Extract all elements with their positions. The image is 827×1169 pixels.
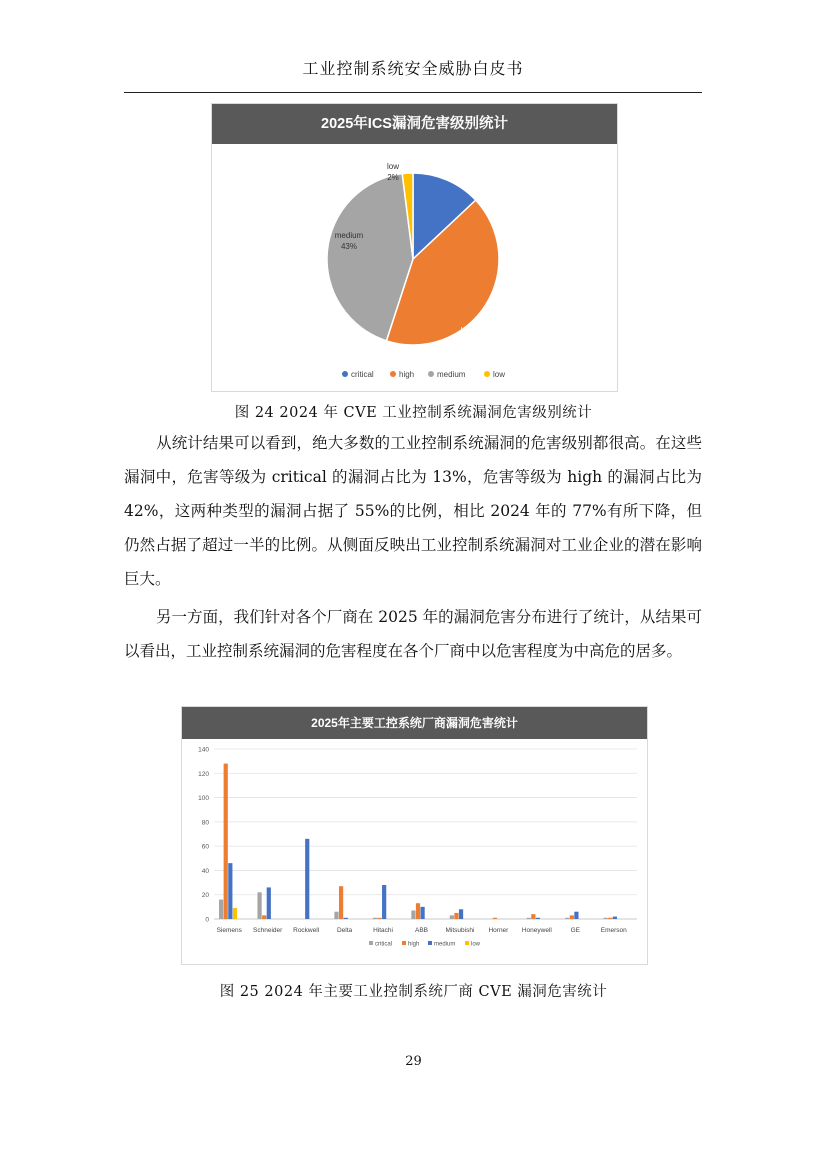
bar-legend-label-medium: medium	[434, 941, 456, 948]
page-header-title: 工业控制系统安全威胁白皮书	[302, 59, 524, 78]
bar-hitachi-high	[377, 918, 381, 919]
paragraph-2	[124, 600, 702, 668]
pie-chart-figure	[211, 103, 618, 392]
x-tick-label-emerson: Emerson	[600, 927, 627, 934]
pie-chart-title: 2025年ICS漏洞危害级别统计	[212, 104, 617, 144]
page-number: 29	[405, 1054, 422, 1069]
bar-siemens-high	[224, 764, 228, 919]
pie-legend	[342, 370, 505, 379]
x-tick-label-abb: ABB	[414, 927, 429, 934]
bar-legend-swatch-high	[402, 941, 406, 945]
bar-legend-swatch-medium	[428, 941, 432, 945]
pie-value-medium: 43%	[340, 242, 358, 251]
y-tick-label: 140	[198, 746, 209, 754]
pie-label-medium: medium	[334, 231, 364, 240]
bar-emerson-medium	[613, 917, 617, 919]
bar-legend-label-low: low	[471, 941, 481, 948]
pie-chart-svg	[212, 144, 617, 391]
paragraph-1-text: 从统计结果可以看到，绝大多数的工业控制系统漏洞的危害级别都很高。在这些漏洞中，危害等级为 critical 的漏洞占比为 13%，危害等级为 high 的漏洞占比为 42%，这两种类型的漏洞占据了 55%的比例，相比 2024 年的 77%有所下降，但仍然占据了超过一半的比例。从侧面反映出工业控制系统漏洞对工业企业的潜在影响巨大。	[124, 434, 702, 588]
pie-value-low: 2%	[387, 173, 399, 182]
y-tick-label: 100	[198, 795, 209, 803]
bar-siemens-medium	[228, 863, 232, 919]
bar-legend-label-high: high	[408, 941, 420, 948]
bar-ge-medium	[574, 912, 578, 919]
bar-honeywell-medium	[536, 918, 540, 919]
bar-delta-high	[339, 886, 343, 919]
bar-emerson-high	[608, 918, 612, 919]
bar-schneider-medium	[267, 887, 271, 919]
bar-mitsubishi-high	[454, 913, 458, 919]
x-tick-label-delta: Delta	[336, 927, 353, 934]
bar-delta-critical	[334, 912, 338, 919]
paragraph-1	[124, 426, 702, 596]
pie-label-low: low	[386, 162, 400, 171]
bar-legend-swatch-low	[465, 941, 469, 945]
x-tick-label-honeywell: Honeywell	[521, 927, 552, 934]
bar-hitachi-medium	[382, 885, 386, 919]
pie-value-high: 42%	[459, 337, 477, 346]
x-tick-label-hitachi: Hitachi	[373, 927, 393, 934]
pie-legend-swatch-high	[390, 371, 396, 377]
x-tick-label-ge: GE	[570, 927, 581, 934]
bar-schneider-critical	[257, 892, 261, 919]
y-tick-label: 40	[201, 867, 209, 875]
bar-legend	[369, 941, 481, 948]
bar-siemens-critical	[219, 900, 223, 919]
bar-ge-critical	[565, 918, 569, 919]
paragraph-2-text: 另一方面，我们针对各个厂商在 2025 年的漏洞危害分布进行了统计，从结果可以看出，工业控制系统漏洞的危害程度在各个厂商中以危害程度为中高危的居多。	[124, 608, 702, 660]
x-tick-label-schneider: Schneider	[253, 927, 283, 934]
pie-legend-label-high: high	[399, 370, 415, 379]
bar-emerson-critical	[604, 918, 608, 919]
pie-legend-swatch-low	[484, 371, 490, 377]
bar-rockwell-medium	[305, 839, 309, 919]
pie-label-high: high	[460, 326, 476, 335]
pie-legend-swatch-critical	[342, 371, 348, 377]
bar-chart-figure	[181, 706, 648, 965]
bar-delta-medium	[344, 918, 348, 919]
bar-mitsubishi-critical	[450, 915, 454, 919]
bar-honeywell-critical	[527, 918, 531, 919]
y-tick-label: 20	[201, 892, 209, 900]
bar-legend-label-critical: critical	[375, 941, 393, 948]
figure-25-caption: 图 25 2024 年主要工业控制系统厂商 CVE 漏洞危害统计	[219, 984, 608, 1000]
bar-honeywell-high	[531, 914, 535, 919]
x-tick-label-siemens: Siemens	[216, 927, 242, 934]
pie-legend-label-low: low	[493, 370, 506, 379]
y-tick-label: 80	[201, 819, 209, 827]
x-tick-label-rockwell: Rockwell	[293, 927, 320, 934]
bar-siemens-low	[233, 908, 237, 919]
bar-abb-medium	[421, 907, 425, 919]
pie-legend-swatch-medium	[428, 371, 434, 377]
y-tick-label: 0	[205, 916, 209, 924]
bar-schneider-high	[262, 915, 266, 919]
figure-24-caption: 图 24 2024 年 CVE 工业控制系统漏洞危害级别统计	[234, 405, 593, 421]
bar-abb-high	[416, 903, 420, 919]
bar-hitachi-critical	[373, 918, 377, 919]
bar-horner-high	[493, 918, 497, 919]
x-tick-label-horner: Horner	[488, 927, 509, 934]
y-tick-label: 120	[198, 770, 209, 778]
bar-chart-svg	[182, 739, 647, 964]
bar-ge-high	[570, 915, 574, 919]
bar-abb-critical	[411, 911, 415, 920]
pie-legend-label-medium: medium	[437, 370, 466, 379]
bar-mitsubishi-medium	[459, 909, 463, 919]
bar-legend-swatch-critical	[369, 941, 373, 945]
header-divider	[124, 92, 702, 93]
y-tick-label: 60	[201, 843, 209, 851]
pie-legend-label-critical: critical	[351, 370, 374, 379]
bar-chart-title: 2025年主要工控系统厂商漏洞危害统计	[182, 707, 647, 739]
x-tick-label-mitsubishi: Mitsubishi	[445, 927, 475, 934]
